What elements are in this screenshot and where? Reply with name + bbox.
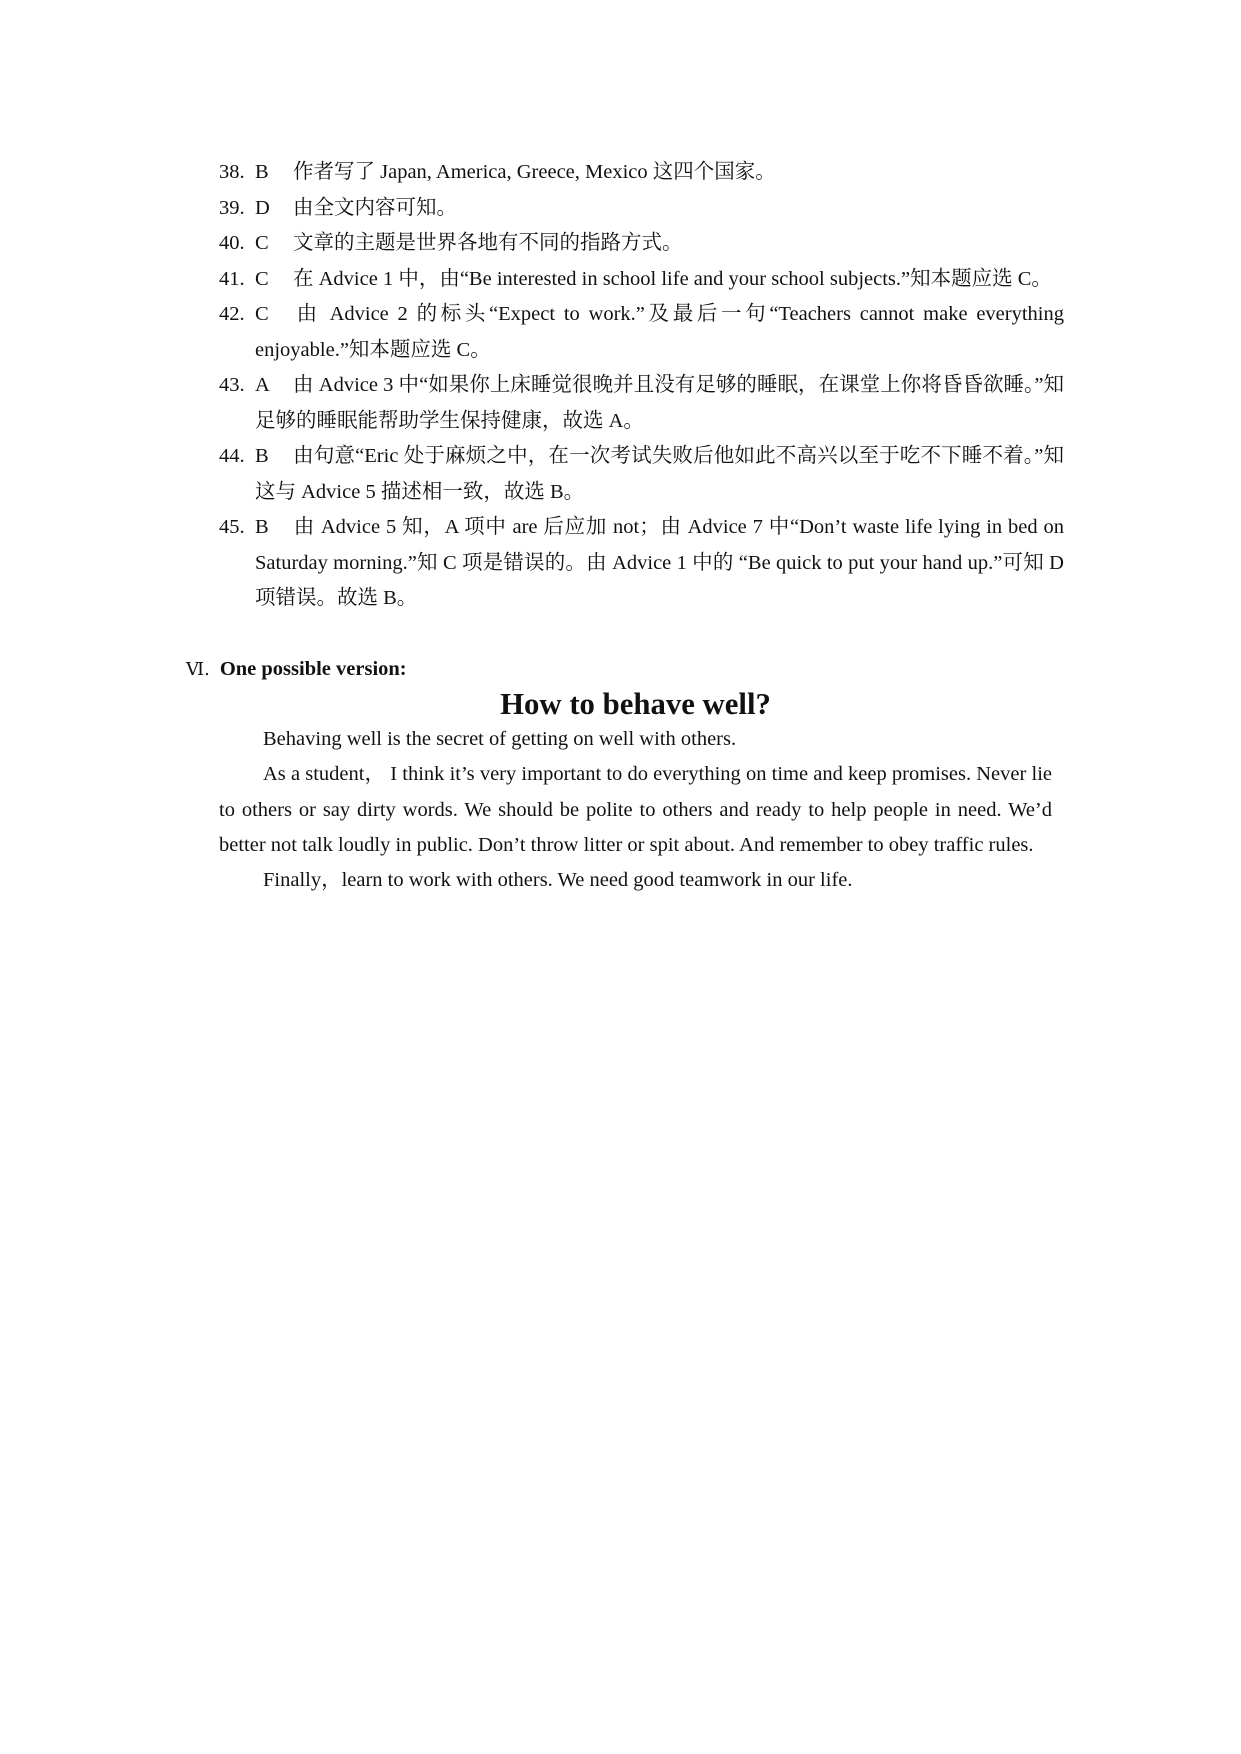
answer-explanation: 由句意“Eric 处于麻烦之中，在一次考试失败后他如此不高兴以至于吃不下睡不着。”知这与 Advice 5 描述相一致，故选 B。	[255, 445, 1064, 503]
essay-paragraph: Behaving well is the secret of getting on well with others.	[263, 728, 737, 750]
answer-item	[219, 297, 1064, 368]
answer-key-list	[219, 155, 1064, 617]
answer-number: 42.	[219, 303, 245, 325]
answer-explanation: 由 Advice 2 的标头“Expect to work.”及最后一句“Teachers cannot make everything enjoyable.”知本题应选 C。	[255, 303, 1064, 361]
section-numeral: Ⅵ.	[186, 659, 210, 680]
answer-number: 39.	[219, 196, 245, 219]
essay-paragraph: As a student， I think it’s very important to do everything on time and keep promises. Never lie to others or say dirty words. We should be polite to others and ready to help people in need. We’d better not talk loudly in public. Don’t throw litter or spit about. And remember to obey traffic rules.	[219, 763, 1052, 856]
model-essay	[219, 687, 1052, 898]
answer-item	[219, 439, 1064, 510]
answer-number: 40.	[219, 232, 245, 254]
answer-letter: B	[255, 516, 269, 538]
answer-item	[219, 510, 1064, 617]
answer-explanation: 在 Advice 1 中，由“Be interested in school life and your school subjects.”知本题应选 C。	[293, 267, 1052, 290]
answer-letter: D	[255, 196, 270, 219]
answer-number: 44.	[219, 445, 245, 467]
answer-letter: C	[255, 303, 269, 325]
answer-item	[219, 155, 1064, 191]
answer-item	[219, 226, 1064, 262]
answer-number: 43.	[219, 374, 245, 396]
answer-explanation: 作者写了 Japan, America, Greece, Mexico 这四个国家。	[293, 161, 776, 183]
answer-item	[219, 262, 1064, 298]
answer-letter: A	[255, 374, 270, 396]
section-heading	[186, 652, 407, 687]
section-label: One possible version:	[219, 658, 407, 680]
essay-paragraph: Finally，learn to work with others. We need good teamwork in our life.	[263, 869, 853, 892]
answer-number: 45.	[219, 516, 245, 538]
answer-explanation: 由 Advice 5 知，A 项中 are 后应加 not；由 Advice 7 中“Don’t waste life lying in bed on Saturday morning.”知 C 项是错误的。由 Advice 1 中的 “Be quick to put your hand up.”可知 D 项错误。故选 B。	[255, 516, 1064, 609]
answer-explanation: 由 Advice 3 中“如果你上床睡觉很晚并且没有足够的睡眠，在课堂上你将昏昏欲睡。”知足够的睡眠能帮助学生保持健康，故选 A。	[255, 374, 1064, 432]
answer-number: 41.	[219, 267, 245, 290]
answer-item	[219, 368, 1064, 439]
essay-title: How to behave well?	[500, 687, 771, 721]
answer-item	[219, 191, 1064, 227]
answer-number: 38.	[219, 161, 245, 183]
answer-letter: C	[255, 267, 269, 290]
answer-letter: B	[255, 445, 269, 467]
answer-letter: C	[255, 232, 269, 254]
answer-explanation: 文章的主题是世界各地有不同的指路方式。	[293, 232, 683, 254]
answer-explanation: 由全文内容可知。	[293, 196, 457, 219]
answer-letter: B	[255, 161, 269, 183]
